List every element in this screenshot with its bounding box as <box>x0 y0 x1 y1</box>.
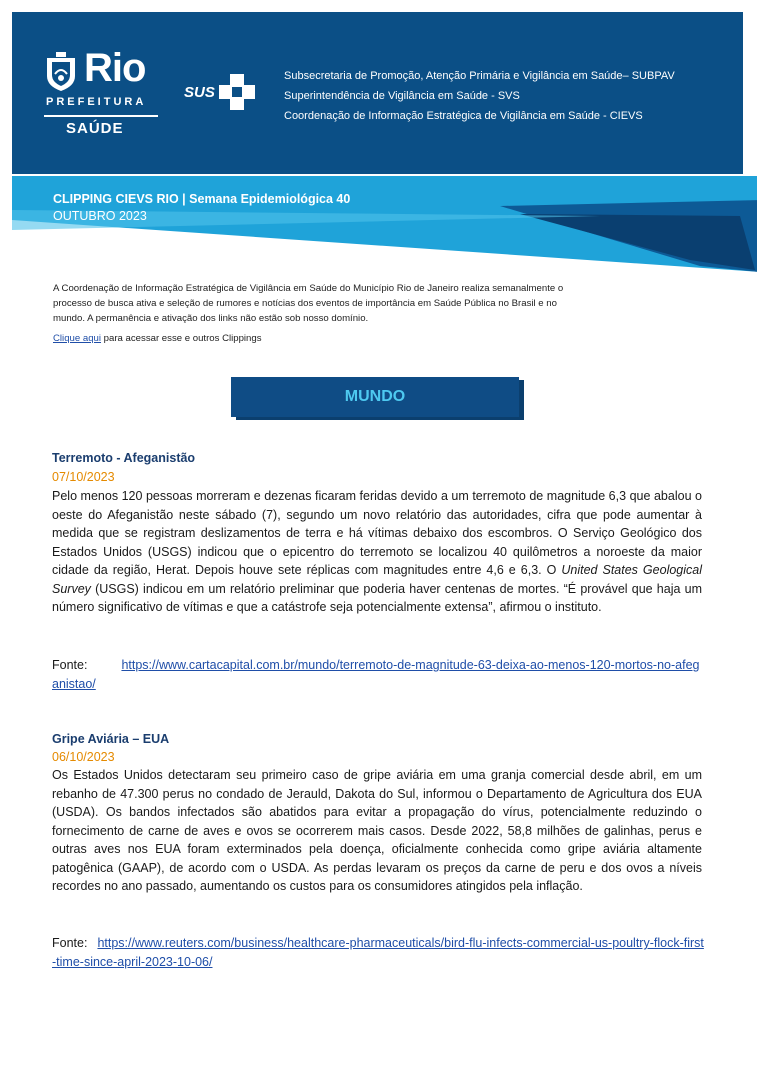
article-body-part-b: (USGS) indicou em um relatório preliminar que poderia haver centenas de mortes. “É provável que haja um número significativo de vítimas e que a catástrofe seja potencialmente extensa”, afirmou o instituto. <box>52 581 702 614</box>
clipping-banner <box>0 170 757 280</box>
rio-crest-icon <box>44 52 78 92</box>
logo-saude: SAÚDE <box>66 120 124 137</box>
clique-aqui-line <box>53 333 262 344</box>
fonte-label: Fonte: <box>52 658 88 672</box>
sus-logo <box>184 72 257 112</box>
section-header-mundo: MUNDO <box>231 377 519 417</box>
prefeitura-rio-logo <box>44 46 164 142</box>
article-title-gripe-aviaria: Gripe Aviária – EUA <box>52 732 170 746</box>
banner-title: CLIPPING CIEVS RIO | Semana Epidemiológica 40 <box>53 192 351 206</box>
article-date-terremoto: 07/10/2023 <box>52 470 115 484</box>
article-body-terremoto <box>52 487 702 617</box>
article-source-terremoto <box>52 656 704 694</box>
article-body-usgs-name: United States Geological Survey <box>52 563 702 596</box>
clique-aqui-link[interactable]: Clique aqui <box>53 333 102 344</box>
logo-prefeitura: PREFEITURA <box>46 96 147 108</box>
article-date-gripe-aviaria: 06/10/2023 <box>52 750 115 764</box>
sus-cross-icon <box>217 72 257 112</box>
article-body-part-a: Pelo menos 120 pessoas morreram e dezenas ficaram feridas devido a um terremoto de magnitude 6,3 que abalou o oeste do Afeganistão neste sábado (7), segundo um novo relatório das autoridades, cifra que pode aumentar à medida que se registram deslizamentos de terra e há vítimas debaixo dos escombros. O Serviço Geológico dos Estados Unidos (USGS) indicou que o epicentro do terremoto se localizou 40 quilômetros a noroeste da maior cidade da região, Herat. Depois houve sete réplicas com magnitudes entre 4,6 e 6,3. O <box>52 489 702 577</box>
article-source-link-gripe-aviaria[interactable]: https://www.reuters.com/business/healthcare-pharmaceuticals/bird-flu-infects-commercial-us-poultry-flock-first-time-since-april-2023-10-06/ <box>52 936 704 969</box>
header-line-cievs: Coordenação de Informação Estratégica de Vigilância em Saúde - CIEVS <box>284 110 643 122</box>
fonte-label: Fonte: <box>52 936 88 950</box>
sus-word: SUS <box>184 83 215 101</box>
header-line-subpav: Subsecretaria de Promoção, Atenção Primária e Vigilância em Saúde– SUBPAV <box>284 70 675 82</box>
header-line-svs: Superintendência de Vigilância em Saúde - SVS <box>284 90 520 102</box>
header-departments <box>284 66 675 126</box>
logo-rio-word: Rio <box>84 46 146 90</box>
clique-aqui-rest: para acessar esse e outros Clippings <box>101 333 262 344</box>
banner-subtitle: OUTUBRO 2023 <box>53 209 147 223</box>
article-title-terremoto: Terremoto - Afeganistão <box>52 451 196 465</box>
banner-text <box>53 191 350 225</box>
article-body-gripe-aviaria: Os Estados Unidos detectaram seu primeiro caso de gripe aviária em uma granja comercial desde abril, em um rebanho de 47.300 perus no condado de Jerauld, Dakota do Sul, informou o Departamento de Agricultura dos EUA (USDA). Os bandos infectados são abatidos para evitar a propagação do vírus, potencialmente reduzindo o fornecimento de carne de aves e ovos se ocorrerem mais casos. Desde 2022, 58,8 milhões de galinhas, perus e outras aves nos EUA foram exterminados pela doença, oficialmente conhecida como gripe aviária altamente patogênica (GAAP), de acordo com o USDA. As perdas levaram os preços da carne de peru e dos ovos a níveis recordes no ano passado, aumentando os custos para os consumidores atingidos pela inflação. <box>52 768 702 893</box>
logo-divider <box>44 115 158 117</box>
article-source-gripe-aviaria <box>52 934 704 972</box>
article-source-link-terremoto[interactable]: https://www.cartacapital.com.br/mundo/terremoto-de-magnitude-63-deixa-ao-menos-120-mortos-no-afeganistao/ <box>52 658 700 691</box>
intro-paragraph: A Coordenação de Informação Estratégica de Vigilância em Saúde do Município Rio de Janeiro realiza semanalmente o processo de busca ativa e seleção de rumores e notícias dos eventos de importância em Saúde Pública no Brasil e no mundo. A permanência e ativação dos links não estão sob nosso domínio. <box>53 283 564 324</box>
